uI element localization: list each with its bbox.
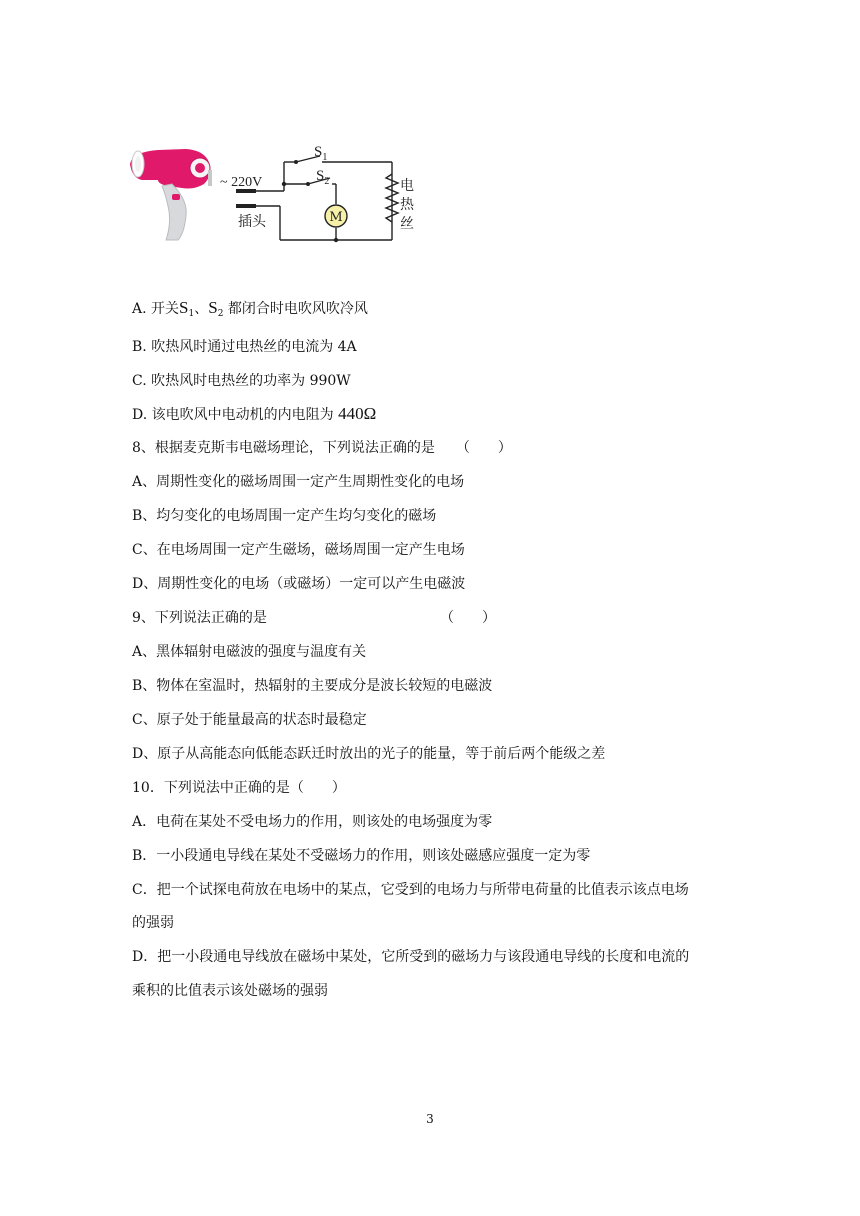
q10-option-a: A．电荷在某处不受电场力的作用，则该处的电场强度为零 [132,814,493,830]
resistance-value: 440Ω [338,404,377,423]
hair-dryer-image [130,149,212,240]
q10-option-c-line1: C．把一个试探电荷放在电场中的某点，它受到的电场力与所带电荷量的比值表示该点电场 [132,882,689,898]
q8-stem: 8、根据麦克斯韦电磁场理论，下列说法正确的是 （ ） [132,440,512,456]
q7-option-d [132,404,376,425]
q10-stem: 10．下列说法中正确的是（ ） [132,780,346,796]
q7-option-c: C. 吹热风时电热丝的功率为 990W [132,373,351,389]
q10-option-b: B．一小段通电导线在某处不受磁场力的作用，则该处磁感应强度一定为零 [132,848,591,864]
q7-option-a [132,298,368,324]
switch-s2-label: $S_2$ [316,168,330,187]
q8-option-b: B、均匀变化的电场周围一定产生均匀变化的磁场 [132,508,437,524]
q8-option-c: C、在电场周围一定产生磁场，磁场周围一定产生电场 [132,542,465,558]
q7-option-d-prefix: D. 该电吹风中电动机的内电阻为 [132,407,339,423]
q10-option-d-line1: D．把一小段通电导线放在磁场中某处，它所受到的磁场力与该段通电导线的长度和电流的 [132,949,690,965]
separator: 、 [194,301,209,317]
q7-option-a-suffix: 都闭合时电吹风吹冷风 [223,301,368,317]
switch-symbol: S [208,298,218,317]
plug-label: 插头 [238,214,266,230]
subscript-1: 1 [188,309,195,319]
q10-option-c-line2: 的强弱 [132,915,174,931]
q9-stem: 9、下列说法正确的是 [132,610,267,626]
q9-answer-paren: （ ） [440,610,496,626]
q9-option-b: B、物体在室温时，热辐射的主要成分是波长较短的电磁波 [132,678,493,694]
switch-symbol: S [179,298,189,317]
q9-option-d: D、原子从高能态向低能态跃迁时放出的光子的能量，等于前后两个能级之差 [132,746,606,762]
heater-label-2: 热 [400,197,414,213]
subscript-2: 2 [217,309,224,319]
q7-option-a-prefix: A. 开关 [132,301,180,317]
q9-option-a: A、黑体辐射电磁波的强度与温度有关 [132,644,367,660]
switch-s1-label: $S_1$ [314,144,328,163]
q10-option-d-line2: 乘积的比值表示该处磁场的强弱 [132,983,328,999]
motor-label: M [329,210,343,225]
q7-option-b: B. 吹热风时通过电热丝的电流为 4A [132,339,357,355]
heater-label-3: 丝 [400,216,414,232]
voltage-label: ~ 220V [220,175,263,190]
q8-option-a: A、周期性变化的磁场周围一定产生周期性变化的电场 [132,474,465,490]
page-number: 3 [426,1112,434,1126]
circuit-figure [128,140,428,248]
heater-label-1: 电 [400,178,414,194]
q9-option-c: C、原子处于能量最高的状态时最稳定 [132,712,367,728]
q8-option-d: D、周期性变化的电场（或磁场）一定可以产生电磁波 [132,576,466,592]
